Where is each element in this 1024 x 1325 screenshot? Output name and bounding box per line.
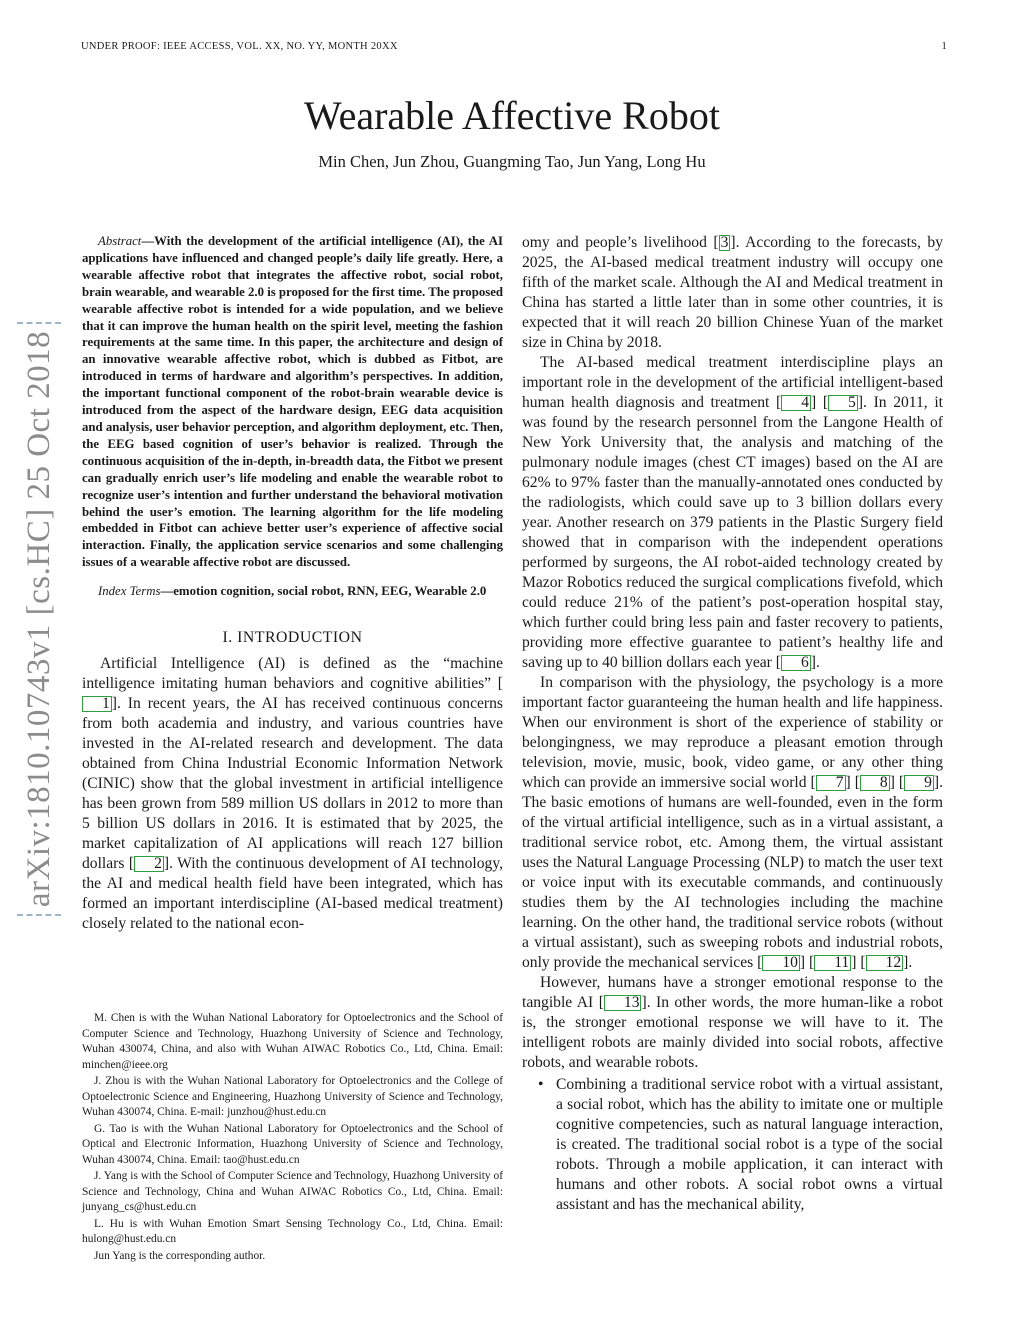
citation-link[interactable]: 13 <box>604 995 642 1011</box>
right-column <box>522 233 943 1215</box>
intro-paragraph: Artificial Intelligence (AI) is defined as the “machine intelligence imitating human behaviors and cognitive abilities” [1 ]. In recent years, the AI has received continuous concerns from both academia and industry, and various countries have invested in the AI-related research and development. The data obtained from China Industrial Economic Information Network (CINIC) show that the global investment in artificial intelligence has been grown from 589 million US dollars in 2012 to more than 5 billion US dollars in 2016. It is estimated that by 2025, the market capitalization of AI applications will reach 127 billion dollars [ 2 ]. With the continuous development of AI technology, the AI and medical health field have been integrated, which has formed an important interdiscipline (AI-based medical treatment) closely related to the national econ- <box>82 655 504 933</box>
running-head <box>81 41 947 52</box>
citation-link[interactable]: 5 <box>828 395 858 411</box>
citation-link[interactable]: 10 <box>762 955 800 971</box>
author-list: Min Chen, Jun Zhou, Guangming Tao, Jun Yang, Long Hu <box>318 152 706 171</box>
citation-link[interactable]: 12 <box>866 955 904 971</box>
section-heading: I. INTRODUCTION <box>222 629 363 647</box>
footnotes <box>82 1011 503 1265</box>
footnote: G. Tao is with the Wuhan National Laboratory for Optoelectronics and the School of Optical and Electronic Information, Huazhong University of Science and Technology, Wuhan 430074, China. Email: tao@hust.edu.cn <box>82 1122 503 1166</box>
citation-link[interactable]: 11 <box>814 955 851 971</box>
citation-link[interactable]: 1 <box>82 696 112 712</box>
footnote: Jun Yang is the corresponding author. <box>94 1249 266 1262</box>
arxiv-stamp[interactable] <box>17 322 61 916</box>
footnote: M. Chen is with the Wuhan National Laboratory for Optoelectronics and the School of Computer Science and Technology, Huazhong University of Science and Technology, Wuhan 430074, China, and also with Wuhan AIWAC Robotics Co., Ltd, China. Email: minchen@ieee.org <box>82 1012 503 1071</box>
paragraph: However, humans have a stronger emotional response to the tangible AI [ 13 ]. In other words, the more human-like a robot is, the stronger emotional response we will have to it. The intelligent robots are mainly divided into social robots, affective robots, and wearable robots. <box>522 974 944 1071</box>
citation-link[interactable]: 7 <box>816 775 846 791</box>
intro-body <box>82 654 503 934</box>
page-number: 1 <box>941 41 947 52</box>
citation-link[interactable]: 4 <box>781 395 811 411</box>
index-terms-label: Index Terms <box>98 584 161 599</box>
footnote: J. Yang is with the School of Computer Science and Technology, Huazhong University of Science and Technology, China and Wuhan AIWAC Robotics Co., Ltd, China. Email: junyang_cs@hust.edu.cn <box>82 1170 503 1213</box>
paper-title: Wearable Affective Robot <box>304 93 720 138</box>
citation-link[interactable]: 6 <box>781 655 811 671</box>
citation-link[interactable]: 2 <box>134 856 164 872</box>
arxiv-stamp-text[interactable]: arXiv:1810.10743v1 [cs.HC] 25 Oct 2018 <box>21 330 57 908</box>
citation-link[interactable]: 9 <box>904 775 934 791</box>
abstract <box>82 233 503 600</box>
journal-line: UNDER PROOF: IEEE ACCESS, VOL. XX, NO. YY, MONTH 20XX <box>81 41 398 52</box>
footnote: L. Hu is with Wuhan Emotion Smart Sensing Technology Co., Ltd, China. Email: hulong@hust.edu.cn <box>82 1217 503 1245</box>
paragraph: omy and people’s livelihood [ 3 ]. According to the forecasts, by 2025, the AI-based medical treatment industry will occupy one fifth of the market scale. Although the AI and Medical treatment in China has started a little later than in some other countries, it is expected that it will reach 20 billion Chinese Yuan of the market size in China by 2018. <box>522 234 943 351</box>
citation-link[interactable]: 3 <box>720 234 729 251</box>
abstract-label: Abstract <box>98 234 142 248</box>
footnote: J. Zhou is with the Wuhan National Laboratory for Optoelectronics and the College of Optoelectronic Science and Engineering, Huazhong University of Science and Technology, Wuhan 430074, China. E-mail: junzhou@hust.edu.cn <box>82 1075 503 1118</box>
abstract-text: —With the development of the artificial intelligence (AI), the AI applications have influenced and changed people’s daily life greatly. Here, a wearable affective robot that integrates the affective robot, social robot, brain wearable, and wearable 2.0 is proposed for the first time. The proposed wearable affective robot is intended for a wide population, and we believe that it can improve the human health on the spirit level, meeting the fashion requirements at the same time. In this paper, the architecture and design of an innovative wearable affective robot, which is dubbed as Fitbot, are introduced in terms of hardware and algorithm’s perspectives. In addition, the important functional component of the robot-brain wearable device is introduced from the aspect of the hardware design, EEG data acquisition and analysis, user behavior perception, and algorithm deployment, etc. Then, the EEG based cognition of user’s behavior is realized. Through the continuous acquisition of the in-depth, in-breadth data, the Fitbot we present can gradually enrich user’s life modeling and enable the wearable robot to recognize user’s intention and further understand the behavioral motivation behind the user’s emotion. The learning algorithm for the life modeling embedded in Fitbot can achieve better user’s experience of affective social interaction. Finally, the application service scenarios and some challenging issues of a wearable affective robot are discussed. <box>82 234 503 570</box>
bullet-dot: • <box>538 1076 544 1093</box>
paragraph: In comparison with the physiology, the psychology is a more important factor guaranteeing the human health and life happiness. When our environment is short of the experience of stability or belongingness, we may reproduce a pleasant emotion through television, movie, music, book, video game, or any other thing which can provide an immersive social world [ 7 ] [ 8 ] [ 9 ]. The basic emotions of humans are well-founded, even in the form of the virtual artificial intelligence, such as in a virtual assistant, a traditional service robot, etc. Among them, the virtual assistant uses the Natural Language Processing (NLP) to match the user text or voice input with its executable commands, and continuously studies them by the AI technologies including the machine learning. On the other hand, the traditional service robots (without a virtual assistant), such as sweeping robots and industrial robots, only provide the mechanical services [ 10 ] [ 11 ] [ 12 ]. <box>522 674 943 971</box>
left-column <box>82 233 503 934</box>
bullet-item: • Combining a traditional service robot with a virtual assistant, a social robot, which has the ability to imitate one or multiple cognitive competencies, such as natural language interaction, is created. The traditional social robot is a type of the social robots. Through a mobile application, it can interact with humans and other robots. A social robot owns a virtual assistant and has the mechanical ability, <box>538 1076 943 1213</box>
index-terms-text: —emotion cognition, social robot, RNN, EEG, Wearable 2.0 <box>160 584 487 599</box>
citation-link[interactable]: 8 <box>860 775 890 791</box>
paragraph: The AI-based medical treatment interdiscipline plays an important role in the development of the artificial intelligent-based human health diagnosis and treatment [ 4 ] [ 5 ]. In 2011, it was found by the research personnel from the Langone Health of New York University that, the analysis and matching of the pulmonary nodule images (chest CT images) based on the AI are 62% to 97% faster than the manually-annotated ones conducted by the radiologists, which could save up to 3 billion dollars every year. Another research on 379 patients in the Plastic Surgery field showed that in comparison with the independent operations performed by surgeons, the AI robot-aided technology created by Mazor Robotics reduced the surgical complications fivefold, which could reduce 21% of the patient’s post-operation hospital stay, which further could bring less pain and faster recovery to patients, providing more effective guarantee to patient’s healthy life and saving up to 40 billion dollars each year [ 6 ]. <box>522 354 944 671</box>
